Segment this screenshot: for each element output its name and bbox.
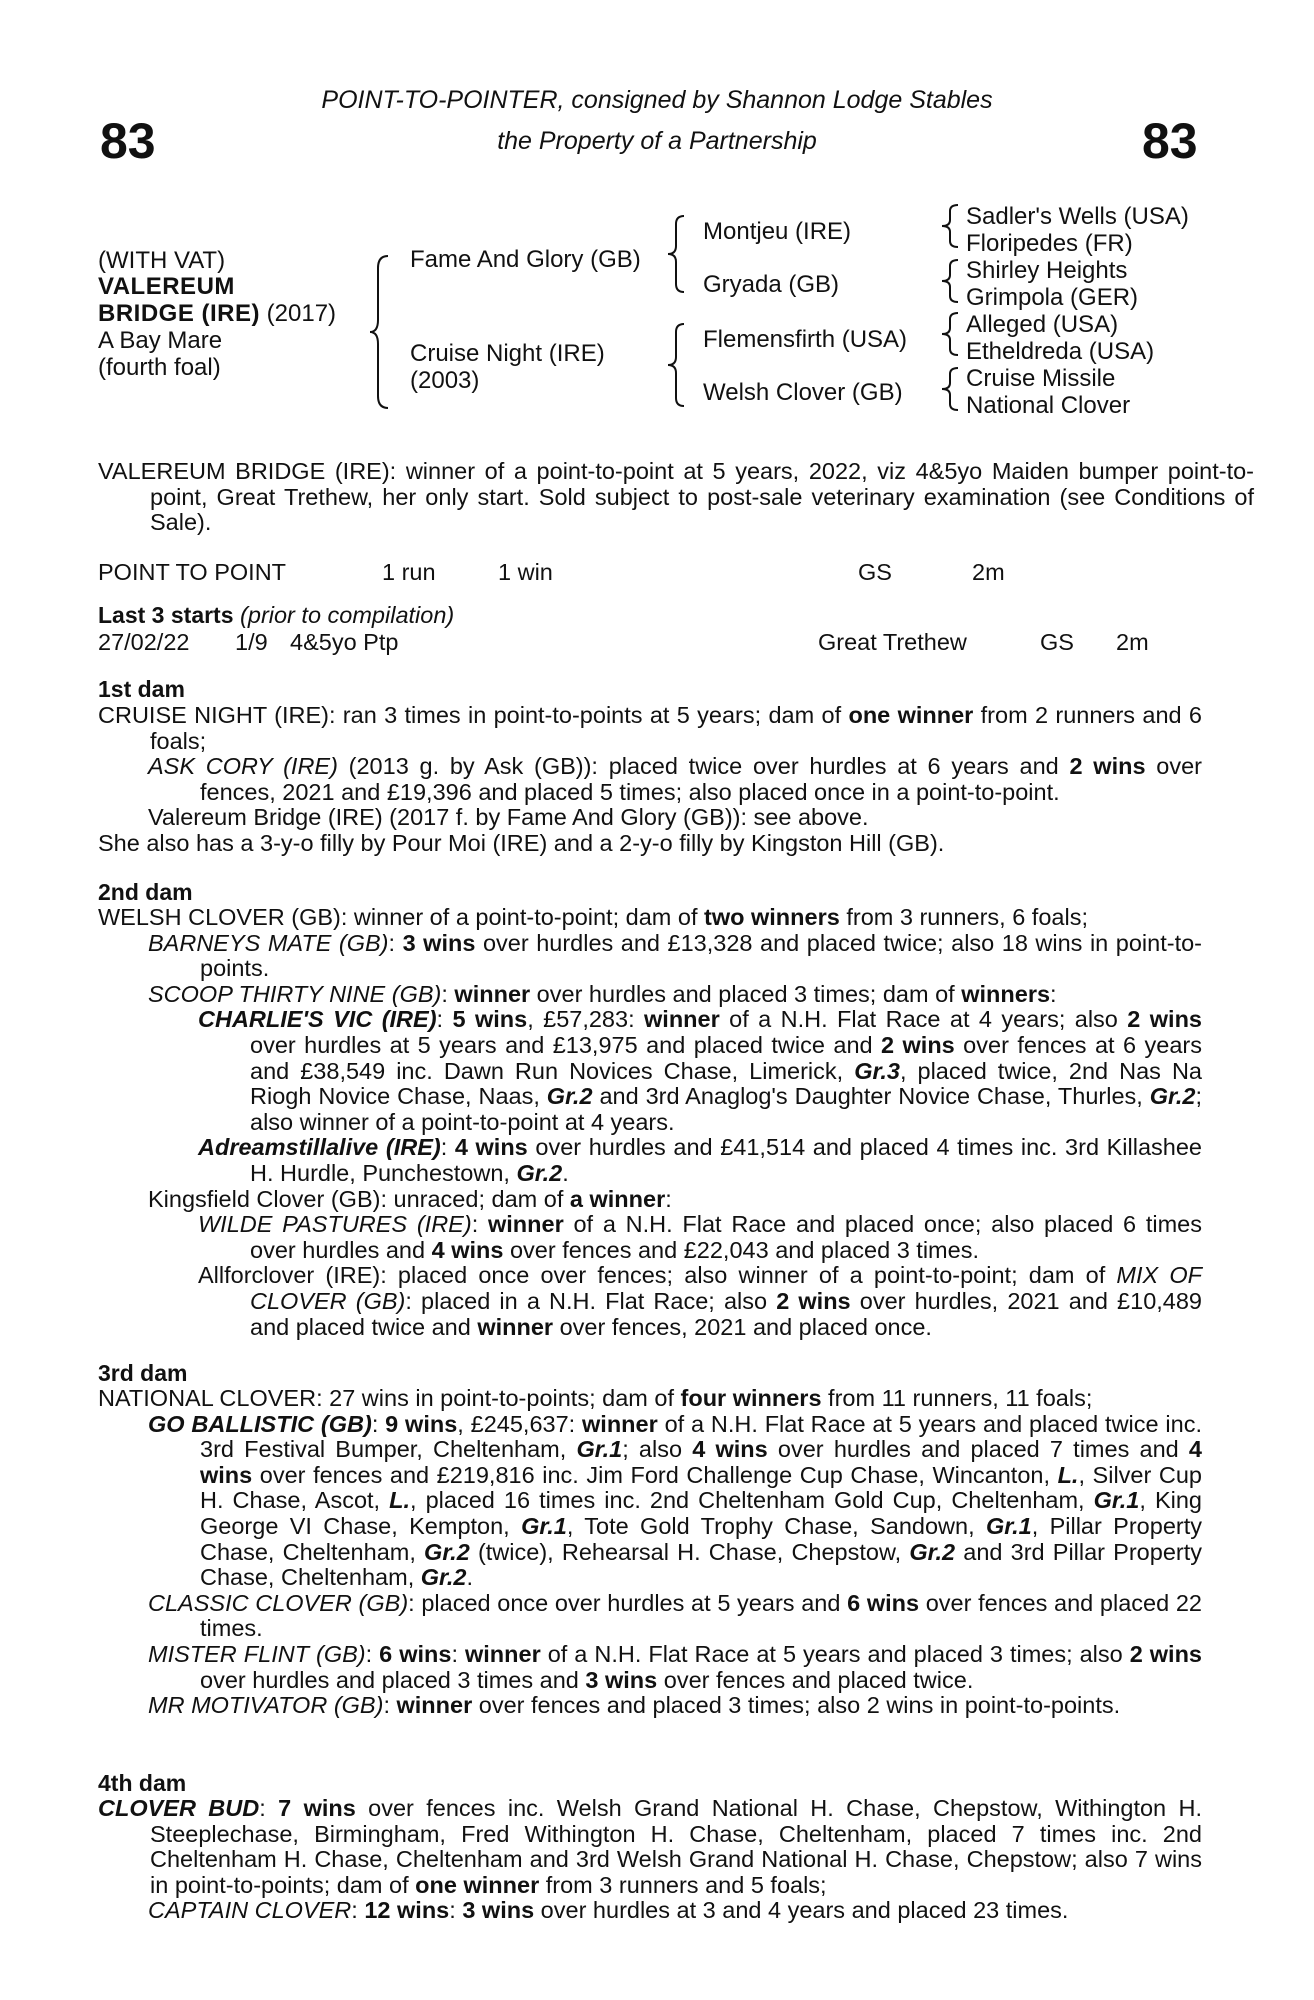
dam2-barneys-mate: BARNEYS MATE (GB): 3 wins over hurdles and £13,328 and placed twice; also 18 wins in point-to-points. bbox=[148, 929, 1202, 982]
last-starts-title: Last 3 starts bbox=[98, 602, 234, 628]
start-going: GS bbox=[1040, 629, 1074, 655]
start-date: 27/02/22 bbox=[98, 629, 190, 655]
dam1-intro: CRUISE NIGHT (IRE): ran 3 times in point-to-points at 5 years; dam of one winner from 2 runners and 6 foals; bbox=[98, 702, 1202, 754]
dam2-heading: 2nd dam bbox=[98, 879, 193, 905]
horse-name-line2 bbox=[98, 300, 336, 327]
grandsire-1: Montjeu (IRE) bbox=[703, 218, 852, 245]
horse-year: (2017) bbox=[266, 300, 337, 327]
dam-year: (2003) bbox=[410, 367, 480, 394]
gen4-4: Grimpola (GER) bbox=[966, 284, 1139, 311]
brace-gen2-top bbox=[668, 214, 690, 294]
gen4-3: Shirley Heights bbox=[966, 257, 1128, 284]
start-race: 4&5yo Ptp bbox=[290, 629, 399, 655]
last-starts-note: (prior to compilation) bbox=[240, 602, 455, 628]
start-dist: 2m bbox=[1116, 629, 1149, 655]
start-position: 1/9 bbox=[235, 629, 268, 655]
dam4-section bbox=[98, 1796, 1202, 1924]
dam4-captain-clover: CAPTAIN CLOVER: 12 wins: 3 wins over hurdles at 3 and 4 years and placed 23 times. bbox=[148, 1897, 1069, 1924]
last-starts-heading bbox=[98, 603, 454, 629]
summary-text: VALEREUM BRIDGE (IRE): winner of a point-to-point at 5 years, 2022, viz 4&5yo Maiden bumper point-to-point, Great Trethew, her only start. Sold subject to post-sale veterinary examination (see Conditions of Sale). bbox=[98, 458, 1254, 536]
brace-gen2-bottom bbox=[668, 322, 690, 408]
horse-name-line1: VALEREUM bbox=[98, 273, 235, 300]
dam3-intro: NATIONAL CLOVER: 27 wins in point-to-points; dam of four winners from 11 runners, 11 foals; bbox=[98, 1385, 1093, 1411]
horse-description: A Bay Mare bbox=[98, 327, 223, 354]
ptp-wins: 1 win bbox=[498, 559, 553, 585]
dam3-mister-flint: MISTER FLINT (GB): 6 wins: winner of a N.H. Flat Race at 5 years and placed 3 times; also 2 wins over hurdles and placed 3 times and 3 wins over fences and placed twice. bbox=[148, 1640, 1202, 1693]
dam1-heading: 1st dam bbox=[98, 676, 185, 702]
ptp-going: GS bbox=[858, 559, 892, 585]
header-line-2: the Property of a Partnership bbox=[497, 127, 817, 155]
start-course: Great Trethew bbox=[818, 629, 967, 655]
brace-gen3-1 bbox=[942, 203, 962, 249]
dam3-classic-clover: CLASSIC CLOVER (GB): placed once over hurdles at 5 years and 6 wins over fences and placed 22 times. bbox=[148, 1589, 1202, 1642]
dam2-section bbox=[98, 905, 1202, 1340]
dam3-mr-motivator: MR MOTIVATOR (GB): winner over fences and placed 3 times; also 2 wins in point-to-points. bbox=[148, 1692, 1121, 1719]
gen4-7: Cruise Missile bbox=[966, 365, 1116, 392]
dam2-adreamstillalive: Adreamstillalive (IRE): 4 wins over hurdles and £41,514 and placed 4 times inc. 3rd Killashee H. Hurdle, Punchestown, Gr.2. bbox=[198, 1134, 1202, 1186]
brace-gen1 bbox=[370, 254, 396, 410]
dam3-section bbox=[98, 1386, 1202, 1719]
dam1-also: She also has a 3-y-o filly by Pour Moi (IRE) and a 2-y-o filly by Kingston Hill (GB). bbox=[98, 829, 945, 856]
dam1-section bbox=[98, 703, 1202, 857]
horse-name: BRIDGE (IRE) bbox=[98, 300, 260, 327]
grandsire-2: Flemensfirth (USA) bbox=[703, 326, 908, 353]
ptp-label: POINT TO POINT bbox=[98, 559, 287, 585]
vat-label: (WITH VAT) bbox=[98, 247, 226, 274]
foal-number: (fourth foal) bbox=[98, 354, 221, 381]
dam3-go-ballistic: GO BALLISTIC (GB): 9 wins, £245,637: winner of a N.H. Flat Race at 5 years and placed twice inc. 3rd Festival Bumper, Cheltenham, Gr.1; also 4 wins over hurdles and placed 7 times and 4 wins over fences and £219,816 inc. Jim Ford Challenge Cup Chase, Wincanton, L., Silver Cup H. Chase, Ascot, L., placed 16 times inc. 2nd Cheltenham Gold Cup, Cheltenham, Gr.1, King George VI Chase, Kempton, Gr.1, Tote Gold Trophy Chase, Sandown, Gr.1, Pillar Property Chase, Cheltenham, Gr.2 (twice), Rehearsal H. Chase, Chepstow, Gr.2 and 3rd Pillar Property Chase, Cheltenham, Gr.2. bbox=[148, 1410, 1202, 1591]
dam4-clover-bud: CLOVER BUD: 7 wins over fences inc. Welsh Grand National H. Chase, Chepstow, Withington H. Steeplechase, Birmingham, Fred Withington H. Chase, Cheltenham, placed 7 times inc. 2nd Cheltenham H. Chase, Cheltenham and 3rd Welsh Grand National H. Chase, Chepstow; also 7 wins in point-to-points; dam of one winner from 3 runners and 5 foals; bbox=[98, 1795, 1202, 1898]
dam2-scoop: SCOOP THIRTY NINE (GB): winner over hurdles and placed 3 times; dam of winners: bbox=[148, 980, 1057, 1007]
brace-gen3-2 bbox=[942, 258, 962, 304]
dam3-heading: 3rd dam bbox=[98, 1360, 188, 1386]
dam1-valereum: Valereum Bridge (IRE) (2017 f. by Fame And Glory (GB)): see above. bbox=[148, 804, 869, 831]
gen4-1: Sadler's Wells (USA) bbox=[966, 203, 1189, 230]
granddam-2: Welsh Clover (GB) bbox=[703, 379, 903, 406]
brace-gen3-3 bbox=[942, 311, 962, 357]
dam2-intro: WELSH CLOVER (GB): winner of a point-to-point; dam of two winners from 3 runners, 6 foals; bbox=[98, 904, 1088, 930]
gen4-2: Floripedes (FR) bbox=[966, 230, 1133, 257]
granddam-1: Gryada (GB) bbox=[703, 271, 840, 298]
dam1-ask-cory: ASK CORY (IRE) (2013 g. by Ask (GB)): placed twice over hurdles at 6 years and 2 wins over fences, 2021 and £19,396 and placed 5 times; also placed once in a point-to-point. bbox=[148, 753, 1202, 805]
sire: Fame And Glory (GB) bbox=[410, 246, 641, 273]
ptp-runs: 1 run bbox=[382, 559, 436, 585]
brace-gen3-4 bbox=[942, 366, 962, 412]
gen4-5: Alleged (USA) bbox=[966, 311, 1119, 338]
dam2-charlies-vic: CHARLIE'S VIC (IRE): 5 wins, £57,283: winner of a N.H. Flat Race at 4 years; also 2 wins over hurdles at 5 years and £13,975 and placed twice and 2 wins over fences at 6 years and £38,549 inc. Dawn Run Novices Chase, Limerick, Gr.3, placed twice, 2nd Nas Na Riogh Novice Chase, Naas, Gr.2 and 3rd Anaglog's Daughter Novice Chase, Thurles, Gr.2; also winner of a point-to-point at 4 years. bbox=[198, 1006, 1203, 1135]
dam: Cruise Night (IRE) bbox=[410, 340, 605, 367]
dam4-heading: 4th dam bbox=[98, 1770, 187, 1796]
dam2-kingsfield: Kingsfield Clover (GB): unraced; dam of a winner: bbox=[148, 1185, 672, 1212]
gen4-8: National Clover bbox=[966, 392, 1131, 419]
dam2-wilde-pastures: WILDE PASTURES (IRE): winner of a N.H. Flat Race and placed once; also placed 6 times over hurdles and 4 wins over fences and £22,043 and placed 3 times. bbox=[198, 1211, 1203, 1263]
dam2-allforclover: Allforclover (IRE): placed once over fences; also winner of a point-to-point; dam of MIX OF CLOVER (GB): placed in a N.H. Flat Race; also 2 wins over hurdles, 2021 and £10,489 and placed twice and winner over fences, 2021 and placed once. bbox=[198, 1262, 1202, 1340]
gen4-6: Etheldreda (USA) bbox=[966, 338, 1155, 365]
header-line-1: POINT-TO-POINTER, consigned by Shannon Lodge Stables bbox=[321, 86, 993, 114]
ptp-dist: 2m bbox=[972, 559, 1005, 585]
lot-number-left: 83 bbox=[100, 113, 156, 169]
summary-paragraph bbox=[98, 459, 1254, 536]
lot-number-right: 83 bbox=[1142, 113, 1198, 169]
